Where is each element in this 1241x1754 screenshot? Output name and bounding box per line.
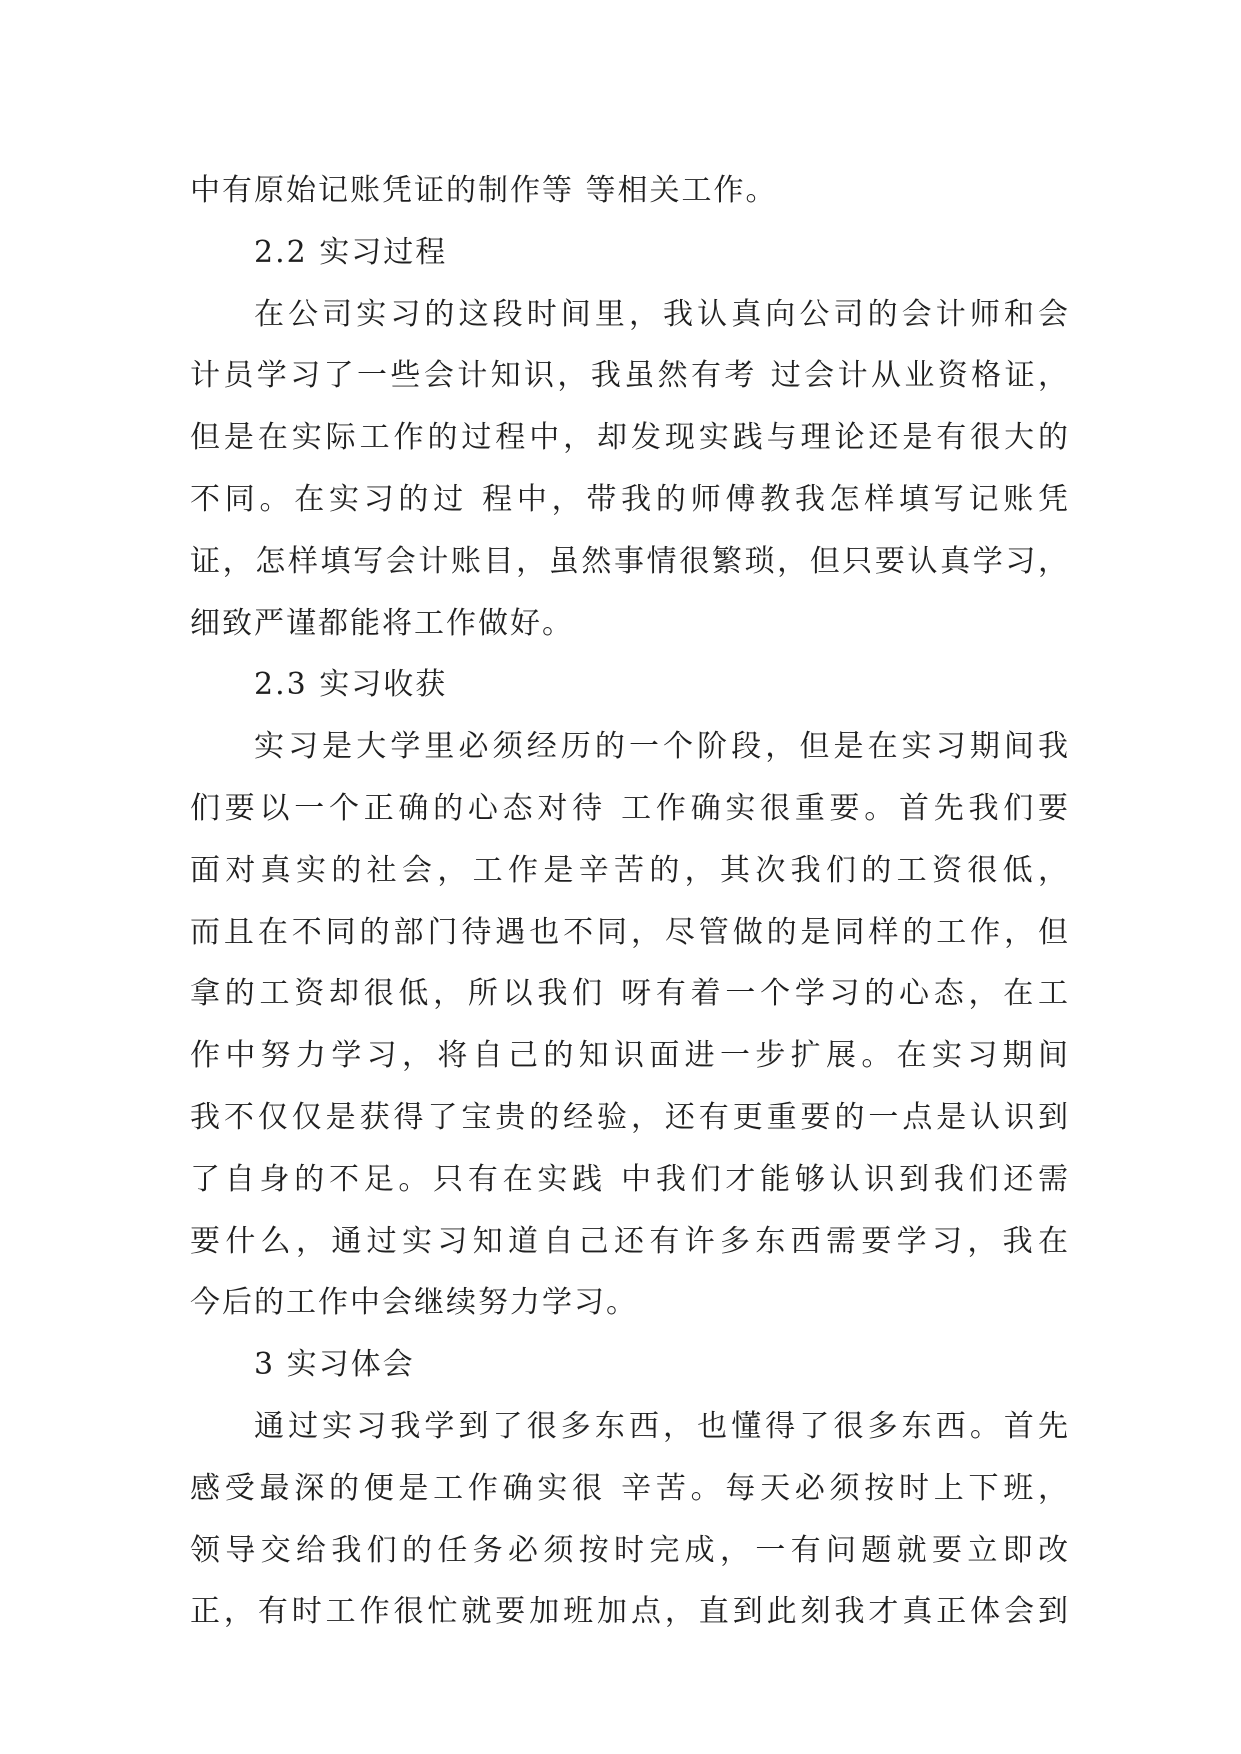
text-line: 要什么，通过实习知道自己还有许多东西需要学习，我在 — [190, 1223, 1070, 1259]
text-line: 作中努力学习，将自己的知识面进一步扩展。在实习期间 — [190, 1038, 1070, 1074]
text-line: 计员学习了一些会计知识，我虽然有考 过会计从业资格证， — [190, 358, 1070, 394]
text-line: 在公司实习的这段时间里，我认真向公司的会计师和会 — [254, 296, 1070, 332]
text-line: 面对真实的社会，工作是辛苦的，其次我们的工资很低， — [190, 852, 1070, 888]
text-line: 们要以一个正确的心态对待 工作确实很重要。首先我们要 — [190, 790, 1070, 826]
text-line: 证，怎样填写会计账目，虽然事情很繁琐，但只要认真学习， — [190, 543, 1070, 579]
section-heading: 3 实习体会 — [254, 1347, 415, 1383]
text-line: 实习是大学里必须经历的一个阶段，但是在实习期间我 — [254, 729, 1070, 765]
text-line: 我不仅仅是获得了宝贵的经验，还有更重要的一点是认识到 — [190, 1099, 1070, 1135]
text-line: 中有原始记账凭证的制作等 等相关工作。 — [190, 173, 778, 208]
text-line: 感受最深的便是工作确实很 辛苦。每天必须按时上下班， — [190, 1470, 1070, 1506]
text-line: 通过实习我学到了很多东西，也懂得了很多东西。首先 — [254, 1408, 1070, 1444]
text-line: 拿的工资却很低，所以我们 呀有着一个学习的心态，在工 — [190, 976, 1070, 1012]
text-line: 领导交给我们的任务必须按时完成，一有问题就要立即改 — [190, 1532, 1070, 1568]
text-line: 不同。在实习的过 程中，带我的师傅教我怎样填写记账凭 — [190, 481, 1070, 517]
section-heading: 2.2 实习过程 — [254, 234, 448, 270]
text-line: 细致严谨都能将工作做好。 — [190, 605, 574, 641]
text-line: 但是在实际工作的过程中，却发现实践与理论还是有很大的 — [190, 420, 1070, 456]
section-heading: 2.3 实习收获 — [254, 667, 448, 703]
text-line: 正，有时工作很忙就要加班加点，直到此刻我才真正体会到 — [190, 1594, 1070, 1630]
text-line: 了自身的不足。只有在实践 中我们才能够认识到我们还需 — [190, 1161, 1070, 1197]
text-line: 今后的工作中会继续努力学习。 — [190, 1285, 638, 1321]
text-line: 而且在不同的部门待遇也不同，尽管做的是同样的工作，但 — [190, 914, 1070, 950]
document-body — [190, 160, 1070, 1643]
